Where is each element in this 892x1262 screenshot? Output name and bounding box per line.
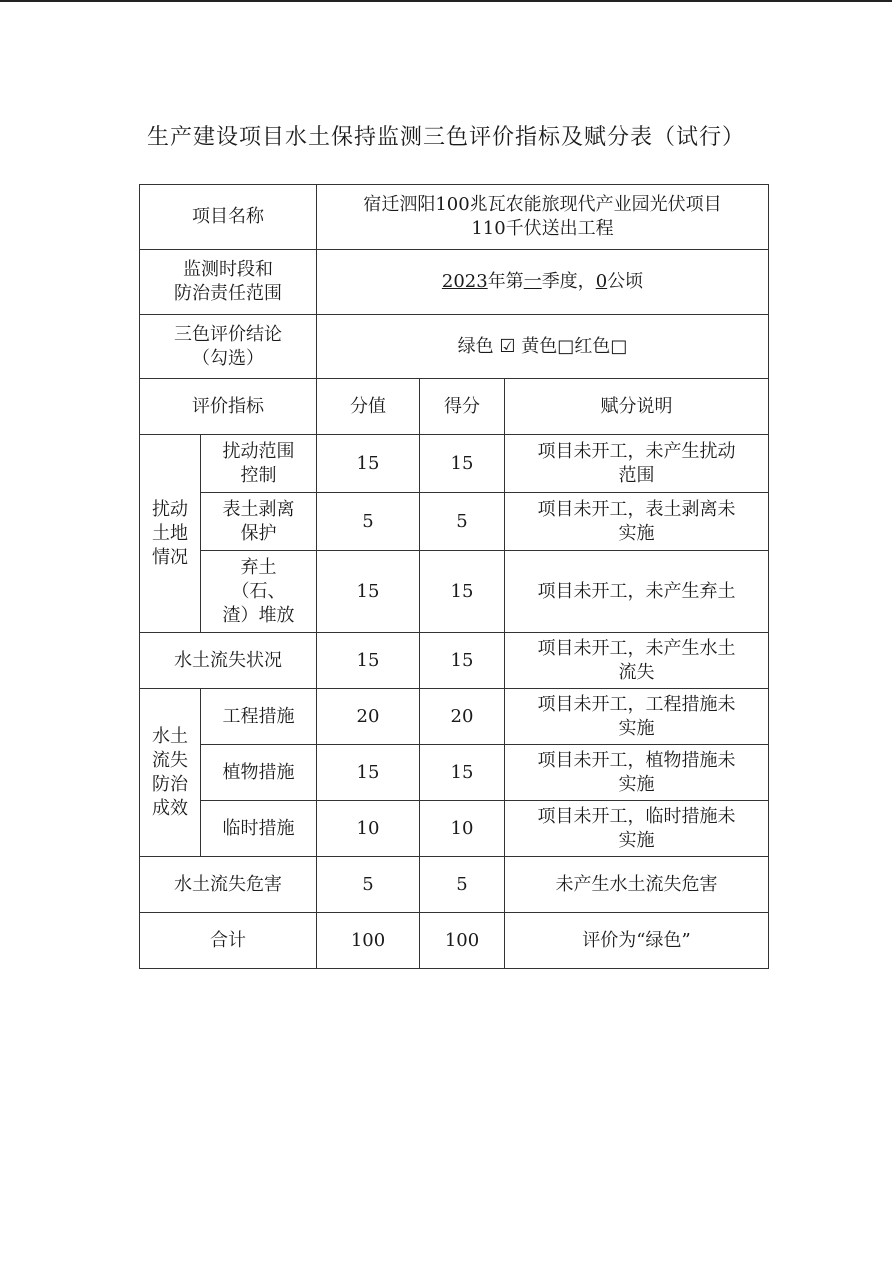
indicator-name: 弃土 （石、 渣）堆放 [201,551,317,633]
score-got: 10 [420,801,505,857]
score-value: 5 [317,493,420,551]
score-value: 5 [317,857,420,913]
period-value: 2023年第一季度，0公顷 [317,250,769,315]
option-yellow-checkbox[interactable]: □ [557,335,575,357]
option-yellow-label: 黄色 [521,335,558,357]
period-area: 0 [595,271,608,292]
score-value: 15 [317,745,420,801]
score-explanation: 项目未开工，未产生水土 流失 [505,633,769,689]
page-top-border [0,0,892,2]
score-value: 15 [317,551,420,633]
table-row [140,745,769,801]
total-value: 100 [317,913,420,969]
project-name-value: 宿迁泗阳100兆瓦农能旅现代产业园光伏项目 110千伏送出工程 [317,185,769,250]
conclusion-label: 三色评价结论 （勾选） [140,315,317,379]
table-row [140,633,769,689]
indicator-name: 植物措施 [201,745,317,801]
table-row [140,689,769,745]
page-title: 生产建设项目水土保持监测三色评价指标及赋分表（试行） [146,125,745,150]
table-row [140,801,769,857]
total-explanation: 评价为“绿色” [505,913,769,969]
score-got: 15 [420,551,505,633]
indicator-name: 水土流失状况 [140,633,317,689]
score-explanation: 项目未开工，工程措施未 实施 [505,689,769,745]
score-got: 5 [420,493,505,551]
header-score-got: 得分 [420,379,505,435]
total-got: 100 [420,913,505,969]
option-green-label: 绿色 [457,335,494,357]
score-value: 10 [317,801,420,857]
score-value: 15 [317,435,420,493]
score-value: 15 [317,633,420,689]
score-explanation: 项目未开工，未产生扰动 范围 [505,435,769,493]
header-row [140,379,769,435]
group-disturbance-label: 扰动 土地 情况 [140,435,201,633]
period-row [140,250,769,315]
table-row [140,551,769,633]
total-row [140,913,769,969]
score-explanation: 项目未开工，未产生弃土 [505,551,769,633]
score-explanation: 项目未开工，临时措施未 实施 [505,801,769,857]
score-value: 20 [317,689,420,745]
indicator-name: 扰动范围 控制 [201,435,317,493]
period-quarter: 一 [523,271,542,292]
period-label: 监测时段和 防治责任范围 [140,250,317,315]
score-got: 5 [420,857,505,913]
total-label: 合计 [140,913,317,969]
table-row [140,435,769,493]
indicator-name: 水土流失危害 [140,857,317,913]
evaluation-table [139,184,769,969]
score-explanation: 项目未开工，表土剥离未 实施 [505,493,769,551]
conclusion-row [140,315,769,379]
group-prevention-label: 水土 流失 防治 成效 [140,689,201,857]
option-red-label: 红色 [574,335,611,357]
option-red-checkbox[interactable]: □ [610,335,628,357]
score-explanation: 项目未开工，植物措施未 实施 [505,745,769,801]
score-got: 15 [420,435,505,493]
table-row [140,857,769,913]
score-got: 20 [420,689,505,745]
header-explanation: 赋分说明 [505,379,769,435]
project-name-label: 项目名称 [140,185,317,250]
score-got: 15 [420,745,505,801]
option-green-checkbox[interactable]: ☑ [499,335,516,357]
indicator-name: 临时措施 [201,801,317,857]
table-row [140,493,769,551]
period-year: 2023 [441,271,488,292]
indicator-name: 工程措施 [201,689,317,745]
score-got: 15 [420,633,505,689]
project-name-row [140,185,769,250]
score-explanation: 未产生水土流失危害 [505,857,769,913]
header-indicator: 评价指标 [140,379,317,435]
header-score-value: 分值 [317,379,420,435]
conclusion-options [317,315,769,379]
indicator-name: 表土剥离 保护 [201,493,317,551]
